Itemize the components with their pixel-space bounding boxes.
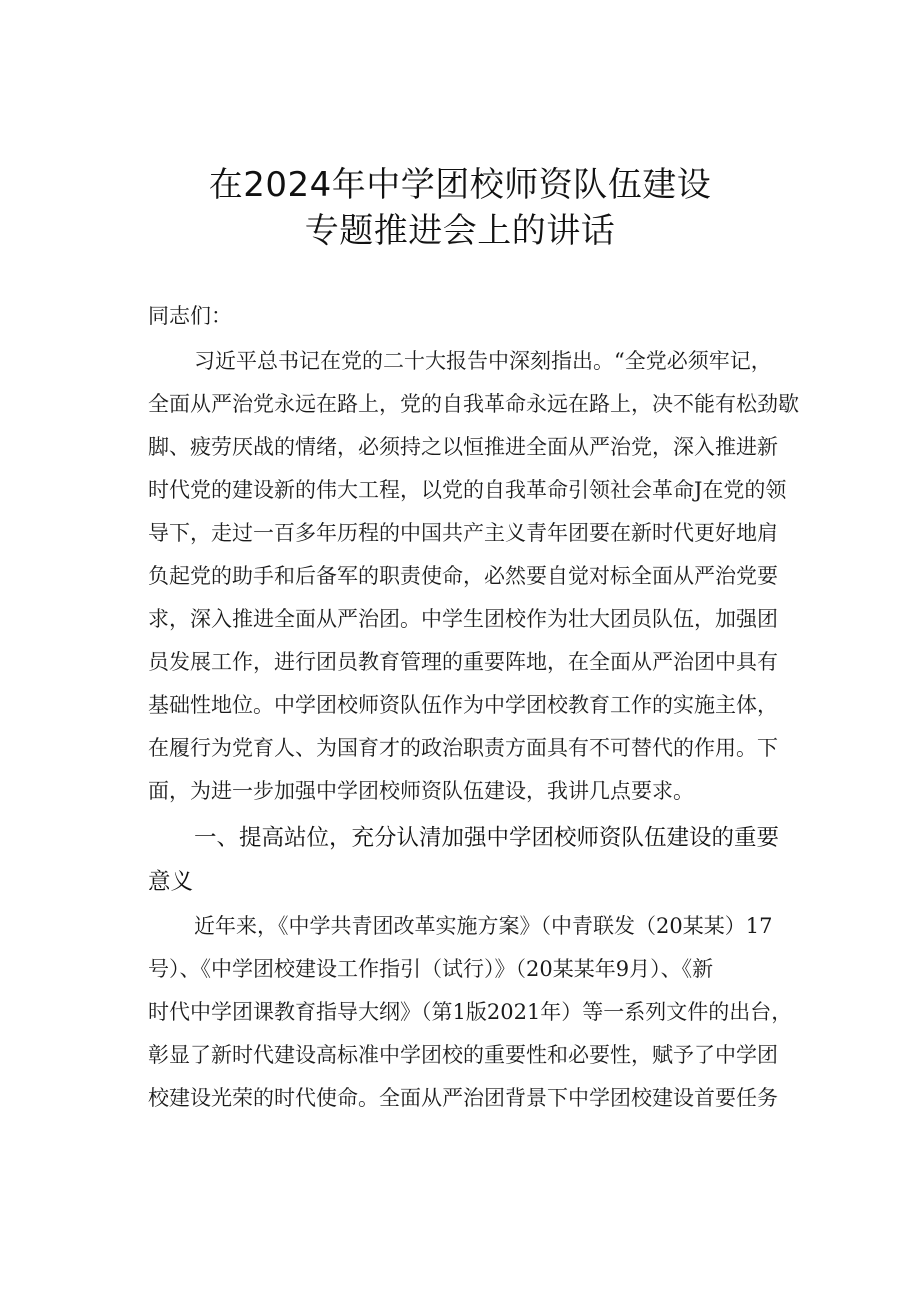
section-heading-1-line-2: 意义 (148, 869, 194, 895)
salutation: 同志们： (148, 304, 232, 328)
paragraph-1-line-2: 全面从严治党永远在路上，党的自我革命永远在路上，决不能有松劲歇 (148, 392, 799, 416)
document-title-line-2: 专题推进会上的讲话 (304, 211, 616, 251)
paragraph-1-line-3: 脚、疲劳厌战的情绪，必须持之以恒推进全面从严治党，深入推进新 (148, 435, 778, 459)
paragraph-2-line-5: 校建设光荣的时代使命。全面从严治团背景下中学团校建设首要任务 (148, 1086, 778, 1110)
paragraph-1-line-7: 求，深入推进全面从严治团。中学生团校作为壮大团员队伍，加强团 (148, 607, 778, 631)
paragraph-2-line-2: 号）、《中学团校建设工作指引（试行）》（20某某年9月）、《新 (148, 957, 714, 981)
paragraph-1-line-4: 时代党的建设新的伟大工程，以党的自我革命引领社会革命J在党的领 (148, 478, 787, 502)
section-heading-1-line-1: 一、提高站位，充分认清加强中学团校师资队伍建设的重要 (194, 825, 780, 851)
paragraph-2-line-4: 彰显了新时代建设高标准中学团校的重要性和必要性，赋予了中学团 (148, 1043, 778, 1067)
paragraph-1-line-8: 员发展工作，进行团员教育管理的重要阵地，在全面从严治团中具有 (148, 650, 778, 674)
document-title-line-1: 在2024年中学团校师资队伍建设 (208, 165, 712, 205)
paragraph-1-line-10: 在履行为党育人、为国育才的政治职责方面具有不可替代的作用。下 (148, 736, 778, 760)
paragraph-1-line-6: 负起党的助手和后备军的职责使命，必然要自觉对标全面从严治党要 (148, 564, 778, 588)
paragraph-1-line-11: 面，为进一步加强中学团校师资队伍建设，我讲几点要求。 (148, 779, 694, 803)
paragraph-1-line-9: 基础性地位。中学团校师资队伍作为中学团校教育工作的实施主体， (148, 693, 778, 717)
paragraph-1-line-1: 习近平总书记在党的二十大报告中深刻指出。“全党必须牢记， (194, 349, 772, 373)
paragraph-2-line-1: 近年来，《中学共青团改革实施方案》（中青联发（20某某）17 (194, 914, 773, 938)
paragraph-1-line-5: 导下，走过一百多年历程的中国共产主义青年团要在新时代更好地肩 (148, 521, 778, 545)
paragraph-2-line-3: 时代中学团课教育指导大纲》（第1版2021年）等一系列文件的出台， (148, 1000, 793, 1024)
